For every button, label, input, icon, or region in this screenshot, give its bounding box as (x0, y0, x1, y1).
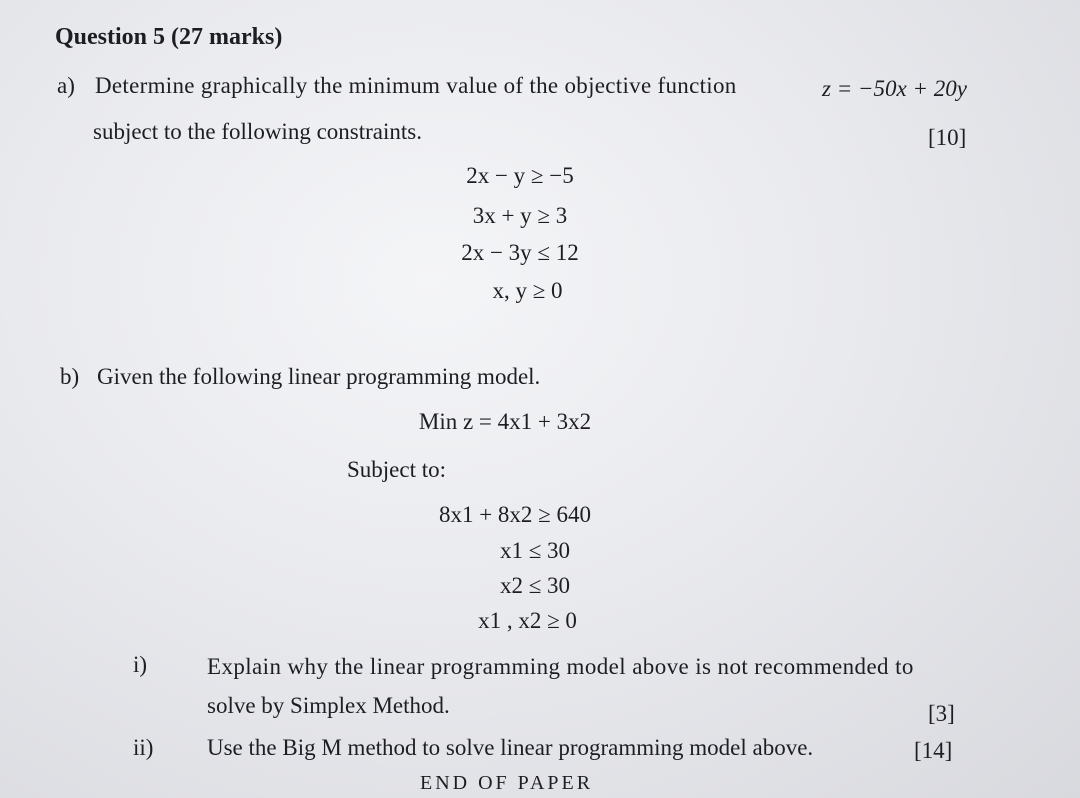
question-heading: Question 5 (27 marks) (55, 24, 283, 50)
constraint-a-1: 2x − y ≥ −5 (466, 163, 574, 188)
constraint-a-3: 2x − 3y ≤ 12 (461, 240, 579, 265)
constraint-b-1: 8x1 + 8x2 ≥ 640 (438, 502, 592, 527)
part-a-text-line2: subject to the following constraints. (93, 119, 422, 144)
part-b-label: b) (60, 364, 80, 389)
sub-ii-marks: [14] (914, 738, 953, 763)
part-b-objective: Min z = 4x1 + 3x2 (418, 409, 592, 434)
constraint-b-4: x1 , x2 ≥ 0 (478, 608, 577, 633)
sub-i-marks: [3] (928, 701, 955, 726)
sub-i-line2: solve by Simplex Method. (207, 693, 450, 718)
sub-ii-label: ii) (133, 735, 154, 760)
constraint-b-2: x1 ≤ 30 (499, 538, 571, 563)
end-of-paper: END OF PAPER (420, 772, 594, 794)
sub-i-line1: Explain why the linear programming model above is not recommended to (207, 654, 914, 679)
constraint-a-4: x, y ≥ 0 (492, 278, 563, 303)
part-a-text-line1: Determine graphically the minimum value of the objective function (95, 73, 737, 98)
part-b-text: Given the following linear programming model. (97, 364, 541, 389)
sub-ii-text: Use the Big M method to solve linear programming model above. (207, 735, 814, 760)
part-b-subject-to: Subject to: (347, 457, 447, 482)
sub-i-label: i) (133, 652, 148, 677)
constraint-b-3: x2 ≤ 30 (499, 573, 571, 598)
part-a-objective: z = −50x + 20y (822, 76, 967, 101)
part-a-marks: [10] (928, 125, 967, 150)
part-a-label: a) (57, 73, 75, 98)
constraint-a-2: 3x + y ≥ 3 (472, 203, 568, 228)
